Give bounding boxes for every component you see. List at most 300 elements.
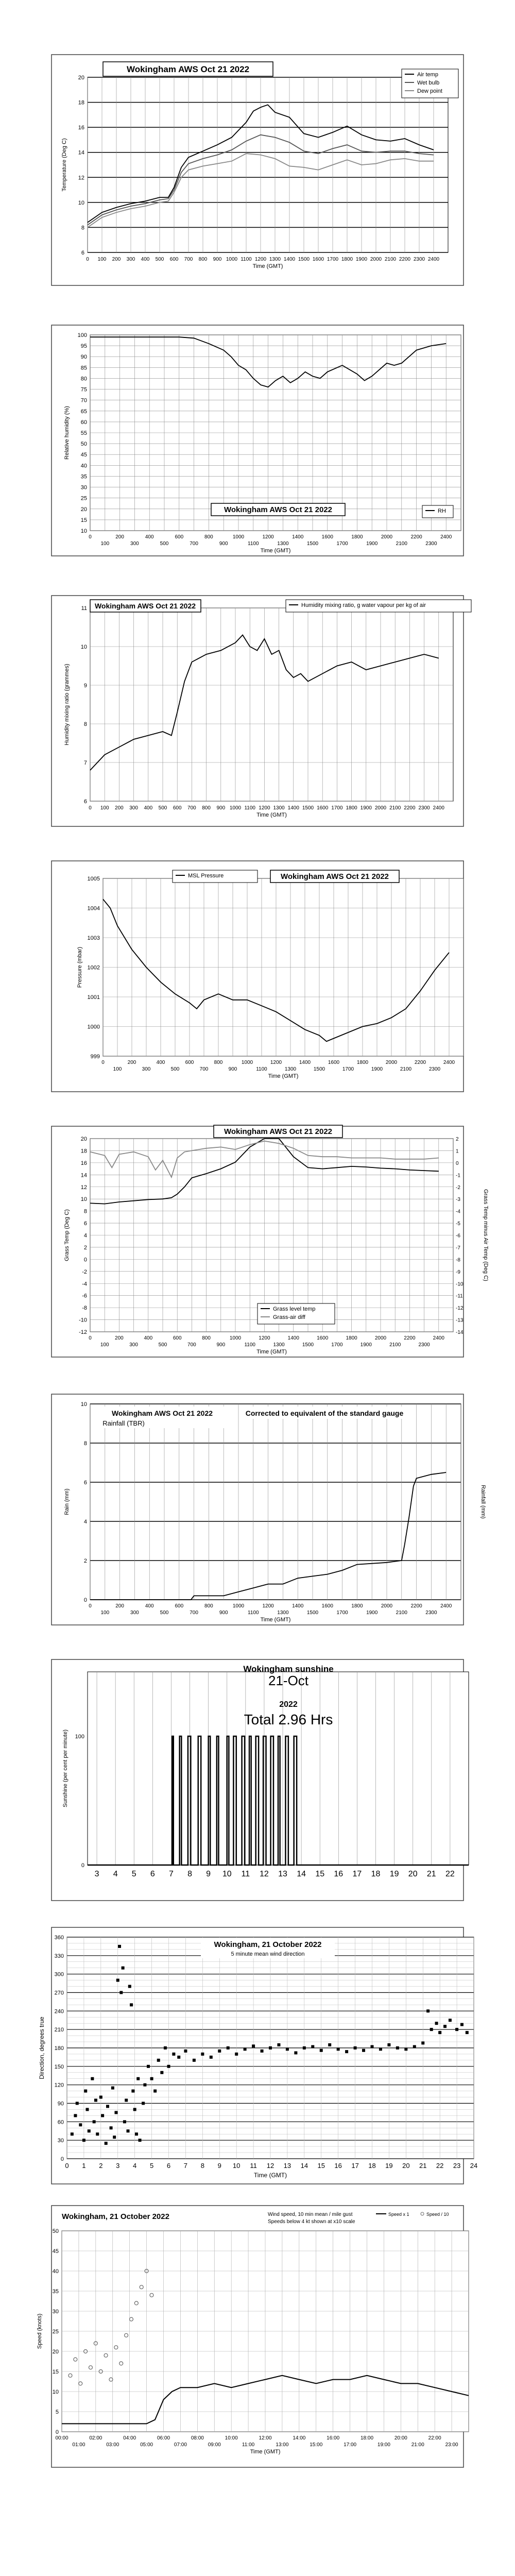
y-tick-label: 20 [80,506,87,513]
data-point [157,2059,160,2062]
x-tick-label: 500 [160,1610,169,1616]
data-point [201,2053,204,2056]
x-tick-label: 7 [183,2162,188,2170]
data-point [177,2056,180,2059]
x-tick-label: 2300 [418,805,430,811]
data-point [130,2003,133,2006]
data-point [210,2056,213,2059]
data-point [311,2045,314,2048]
y-tick-label: 6 [83,1221,87,1227]
x-tick-label: 400 [144,805,153,811]
data-point [101,2114,104,2117]
data-point [371,2045,374,2048]
x-tick-label: 11:00 [242,2442,255,2448]
x-tick-label: 300 [130,541,139,547]
y-tick-label: 45 [80,452,87,459]
x-tick-label: 5 [131,1870,136,1878]
chart-rainfall [0,1391,515,1628]
y-tick-label: 18 [78,99,84,106]
plot-area [88,77,448,252]
data-point [133,2108,136,2111]
legend-label: RH [438,508,446,514]
chart-subtitle-2: Speeds below 4 kt shown at x10 scale [268,2219,355,2225]
x-tick-label: 300 [142,1066,151,1072]
y-tick-label: 90 [57,2100,64,2107]
y-tick-label: 35 [52,2289,59,2295]
legend-label: Grass-air diff [273,1314,305,1320]
chart-sunshine-svg [0,1656,515,1904]
x-tick-label: 9 [206,1870,211,1878]
x-tick-label: 1900 [360,805,372,811]
x-tick-label: 18 [368,2162,376,2170]
x-tick-label: 23 [453,2162,461,2170]
x-tick-label: 2200 [410,1603,422,1609]
x-tick-label: 600 [175,1603,184,1609]
x-tick-label: 20 [402,2162,410,2170]
legend-label: Grass level temp [273,1306,316,1312]
y-tick-label: 210 [54,2027,64,2033]
y-tick-label: 330 [54,1953,64,1959]
x-tick-label: 2400 [433,1335,444,1341]
x-tick-label: 14:00 [293,2435,306,2441]
x-tick-label: 1500 [298,257,310,262]
x-tick-label: 2300 [413,257,425,262]
x-tick-label: 9 [217,2162,221,2170]
x-tick-label: 1800 [341,257,353,262]
x-tick-label: 2000 [374,805,387,811]
data-point [150,2077,153,2080]
y-tick-label: 6 [81,250,84,256]
x-tick-label: 1400 [287,805,299,811]
data-point [354,2046,357,2049]
x-tick-label: 2400 [427,257,440,262]
data-point [379,2047,382,2050]
x-tick-label: 0 [65,2162,69,2170]
x-tick-label: 08:00 [191,2435,204,2441]
y-tick-label: 25 [52,2329,59,2335]
y-axis-label: Rain (mm) [64,1488,70,1515]
x-tick-label: 1900 [360,1342,372,1348]
data-point [110,2126,113,2129]
y-tick-label: 150 [54,2063,64,2070]
x-tick-label: 10 [222,1870,232,1878]
y-tick-label: 45 [52,2248,59,2255]
legend-label: Speed / 10 [426,2212,449,2217]
x-tick-label: 1900 [371,1066,383,1072]
y-tick-label: 60 [80,419,87,426]
x-tick-label: 14 [297,1870,306,1878]
y-tick-label: 40 [52,2268,59,2275]
y-tick-label: 30 [80,484,87,491]
x-tick-label: 1900 [355,257,368,262]
x-tick-label: 1100 [244,1342,255,1348]
data-point [139,2139,142,2142]
x-tick-label: 1400 [283,257,296,262]
data-point [86,2108,89,2111]
data-point [387,2043,390,2046]
y-tick-label: 10 [80,1401,87,1408]
x-tick-label: 2000 [381,1603,393,1609]
x-tick-label: 11 [241,1870,250,1878]
y-tick-label: 180 [54,2045,64,2052]
y-tick-label: 0 [55,2429,59,2435]
data-point [82,2139,85,2142]
x-tick-label: 13 [283,2162,291,2170]
y2-tick-label: -14 [456,1330,464,1335]
chart-wind-direction-svg [0,1924,515,2187]
x-tick-label: 2200 [399,257,411,262]
x-tick-label: 800 [204,534,213,540]
x-tick-label: 2400 [443,1060,455,1065]
x-tick-label: 400 [145,534,154,540]
data-point [128,1985,131,1988]
x-tick-label: 300 [129,805,138,811]
x-tick-label: 400 [156,1060,165,1065]
x-tick-label: 1600 [317,1335,329,1341]
chart-grass-temp [0,1123,515,1360]
data-point [244,2047,247,2050]
y-tick-label: 25 [80,495,87,502]
x-tick-label: 17 [352,1870,362,1878]
x-axis-label: Time (GMT) [256,812,287,818]
y-tick-label: 1003 [87,935,100,941]
data-point [396,2046,399,2049]
y-tick-label: 360 [54,1935,64,1941]
x-tick-label: 17 [351,2162,359,2170]
data-point [286,2047,289,2050]
x-tick-label: 1600 [312,257,324,262]
x-tick-label: 1600 [328,1060,340,1065]
y-tick-label: 20 [80,1136,87,1142]
x-tick-label: 1800 [351,1603,363,1609]
x-tick-label: 700 [199,1066,209,1072]
x-tick-label: 1600 [321,534,333,540]
x-tick-label: 1600 [321,1603,333,1609]
y2-tick-label: 1 [456,1148,459,1155]
x-tick-label: 1200 [259,1335,270,1341]
data-point [294,2052,297,2055]
x-tick-label: 02:00 [89,2435,102,2441]
x-tick-label: 3 [116,2162,120,2170]
x-tick-label: 600 [173,1335,182,1341]
y2-tick-label: -2 [456,1184,460,1191]
y-tick-label: 14 [80,1172,87,1179]
y-axis-label: Direction, degrees true [38,2016,45,2079]
x-tick-label: 2100 [396,1610,407,1616]
y-tick-label: 14 [78,149,84,156]
chart-title: Wokingham AWS Oct 21 2022 [224,505,333,514]
chart-title: Wokingham, 21 October 2022 [214,1940,322,1949]
x-tick-label: 100 [100,541,110,547]
x-tick-label: 0 [89,1335,92,1341]
x-tick-label: 700 [187,805,196,811]
x-tick-label: 2100 [389,1342,401,1348]
x-tick-label: 1800 [356,1060,369,1065]
x-tick-label: 600 [169,257,179,262]
x-tick-label: 2300 [418,1342,430,1348]
data-point [438,2031,441,2034]
legend-label: Speed x 1 [388,2212,409,2217]
x-tick-label: 500 [155,257,164,262]
x-tick-label: 20 [408,1870,418,1878]
x-tick-label: 1100 [244,805,255,811]
y2-tick-label: -12 [456,1306,464,1312]
x-tick-label: 2300 [425,1610,437,1616]
y2-tick-label: -6 [456,1233,460,1239]
data-point [227,2046,230,2049]
chart-subtitle: Wind speed, 10 min mean / mile gust [268,2212,353,2217]
x-axis-label: Time (GMT) [252,263,283,269]
x-tick-label: 700 [190,1610,198,1616]
y-tick-label: 4 [83,1232,87,1239]
x-tick-label: 09:00 [208,2442,221,2448]
data-point [76,2102,79,2105]
x-tick-label: 03:00 [106,2442,119,2448]
y-tick-label: 95 [80,343,87,350]
chart-year: 2022 [279,1700,298,1709]
y-tick-label: 0 [60,2156,64,2162]
y-tick-label: 0 [81,1862,84,1869]
x-tick-label: 1500 [306,1610,319,1616]
x-tick-label: 2 [99,2162,103,2170]
x-tick-label: 2400 [440,1603,452,1609]
y-tick-label: 8 [83,721,87,727]
x-tick-label: 1000 [241,1060,253,1065]
chart-subtitle: 5 minute mean wind direction [231,1951,305,1957]
data-point [303,2046,306,2049]
data-point [413,2045,416,2048]
data-point [147,2065,150,2068]
x-tick-label: 2000 [374,1335,387,1341]
x-tick-label: 3 [94,1870,99,1878]
y-tick-label: 85 [80,365,87,371]
x-tick-label: 1300 [284,1066,297,1072]
x-tick-label: 1700 [336,1610,348,1616]
x-tick-label: 6 [150,1870,155,1878]
x-tick-label: 4 [113,1870,118,1878]
x-tick-label: 01:00 [72,2442,85,2448]
data-point [114,2111,117,2114]
chart-wind-speed-svg [0,2202,515,2470]
y-tick-label: -8 [82,1305,87,1312]
y-tick-label: 35 [80,473,87,480]
x-tick-label: 12 [266,2162,274,2170]
x-tick-label: 1500 [306,541,319,547]
y-tick-label: 1005 [87,876,100,882]
x-tick-label: 1800 [346,1335,357,1341]
x-tick-label: 0 [89,805,92,811]
chart-humidity [0,322,515,559]
x-tick-label: 10 [232,2162,241,2170]
x-tick-label: 18 [371,1870,381,1878]
data-point [88,2129,91,2132]
y-tick-label: 100 [77,332,87,338]
x-tick-label: 900 [213,257,222,262]
x-tick-label: 100 [100,1610,110,1616]
y2-tick-label: -3 [456,1197,460,1203]
data-point [84,2090,87,2093]
x-tick-label: 1000 [229,1335,242,1341]
x-tick-label: 600 [185,1060,194,1065]
x-tick-label: 2400 [433,805,444,811]
data-point [122,1967,125,1970]
x-tick-label: 1700 [327,257,339,262]
x-tick-label: 2000 [385,1060,398,1065]
chart-mixing-ratio-svg [0,592,515,829]
x-tick-label: 16 [334,2162,342,2170]
data-point [164,2046,167,2049]
x-tick-label: 20:00 [394,2435,407,2441]
y-tick-label: 1001 [87,994,100,1001]
x-tick-label: 1400 [292,534,304,540]
y2-tick-label: -8 [456,1257,460,1263]
x-tick-label: 800 [214,1060,223,1065]
chart-sunshine [0,1656,515,1904]
x-tick-label: 15 [315,1870,325,1878]
x-axis-label: Time (GMT) [250,2449,281,2455]
x-tick-label: 13:00 [276,2442,289,2448]
x-tick-label: 500 [170,1066,180,1072]
x-tick-label: 800 [202,1335,211,1341]
x-tick-label: 200 [115,1335,124,1341]
data-point [404,2047,407,2050]
y-tick-label: 75 [80,386,87,393]
data-point [426,2009,430,2012]
data-point [105,2142,108,2145]
data-point [320,2049,323,2052]
y-tick-label: 16 [80,1160,87,1166]
x-tick-label: 2200 [410,534,422,540]
x-tick-label: 00:00 [55,2435,68,2441]
x-tick-label: 1500 [302,805,314,811]
y-axis-label: Grass Temp (Deg C) [64,1209,70,1261]
y-tick-label: 40 [80,463,87,469]
y-tick-label: 120 [54,2082,64,2089]
x-tick-label: 400 [144,1335,153,1341]
x-tick-label: 1300 [273,805,285,811]
x-tick-label: 200 [115,1603,124,1609]
data-point [421,2041,424,2044]
y-tick-label: 0 [83,1597,87,1603]
y-tick-label: 50 [80,441,87,448]
chart-annotation: Corrected to equivalent of the standard gauge [245,1409,404,1417]
y-tick-label: 11 [81,605,87,612]
x-tick-label: 1200 [254,257,267,262]
x-tick-label: 2300 [425,541,437,547]
y2-tick-label: -4 [456,1209,460,1215]
x-tick-label: 15 [317,2162,325,2170]
x-tick-label: 14 [300,2162,308,2170]
x-tick-label: 200 [115,805,124,811]
chart-title: Wokingham, 21 October 2022 [62,2212,169,2221]
x-tick-label: 900 [219,541,228,547]
x-tick-label: 600 [175,534,184,540]
y-tick-label: 7 [83,760,87,766]
x-tick-label: 1000 [229,805,242,811]
y-tick-label: 9 [83,683,87,689]
data-point [143,2083,146,2087]
y-axis-label: Humidity mixing ratio (grammes) [64,664,70,745]
x-tick-label: 1700 [331,1342,343,1348]
x-tick-label: 18:00 [360,2435,374,2441]
data-point [93,2120,96,2123]
x-tick-label: 0 [89,534,92,540]
chart-title: Wokingham AWS Oct 21 2022 [111,1409,213,1417]
x-tick-label: 21:00 [411,2442,424,2448]
data-point [345,2050,348,2053]
data-point [119,1991,123,1994]
x-tick-label: 1300 [277,1610,289,1616]
x-tick-label: 1200 [270,1060,282,1065]
x-tick-label: 700 [184,257,193,262]
y-tick-label: 65 [80,408,87,415]
y-tick-label: 240 [54,2008,64,2015]
data-point [123,2120,126,2123]
data-point [269,2046,272,2049]
y2-tick-label: 2 [456,1137,459,1142]
data-point [113,2136,116,2139]
legend-label: Air temp [417,72,438,78]
x-tick-label: 1300 [277,541,289,547]
x-tick-label: 100 [100,1342,109,1348]
legend-label: Humidity mixing ratio, g water vapour per kg of air [301,602,426,608]
y-axis-label: Pressure (mbar) [77,946,83,988]
chart-annotation: Total 2.96 Hrs [244,1711,333,1727]
x-tick-label: 4 [133,2162,137,2170]
x-tick-label: 2100 [400,1066,412,1072]
x-tick-label: 800 [204,1603,213,1609]
x-tick-label: 6 [166,2162,171,2170]
y-tick-label: 18 [80,1148,87,1155]
y-tick-label: 16 [78,125,84,131]
x-tick-label: 1700 [342,1066,354,1072]
data-point [118,1945,121,1948]
data-point [172,2053,175,2056]
data-point [466,2031,469,2034]
x-tick-label: 500 [158,805,167,811]
data-point [337,2047,340,2050]
y-tick-label: 1000 [87,1024,100,1030]
y-tick-label: 2 [83,1558,87,1564]
x-tick-label: 1600 [317,805,329,811]
data-point [91,2077,94,2080]
y-tick-label: 20 [52,2349,59,2355]
y-tick-label: 4 [83,1519,87,1525]
data-point [135,2132,138,2136]
x-tick-label: 1100 [241,257,252,262]
y-tick-label: 55 [80,430,87,436]
x-tick-label: 0 [86,257,89,262]
chart-pressure [0,858,515,1095]
y-tick-label: 999 [90,1054,100,1060]
y2-axis-label: Grass Temp minus Air Temp (Deg C) [483,1189,489,1281]
y-tick-label: 1004 [87,905,100,912]
y-tick-label: 80 [80,376,87,382]
x-tick-label: 21 [419,2162,427,2170]
chart-wind-speed [0,2202,515,2470]
x-tick-label: 1100 [248,1610,259,1616]
data-point [160,2071,163,2074]
x-tick-label: 1200 [259,805,270,811]
y-tick-label: 10 [80,528,87,534]
data-point [455,2028,458,2031]
x-tick-label: 2100 [384,257,397,262]
chart-title: Wokingham sunshine [243,1664,334,1674]
x-tick-label: 5 [149,2162,154,2170]
x-tick-label: 900 [216,805,226,811]
x-tick-label: 1800 [346,805,357,811]
chart-subtitle: Rainfall (TBR) [102,1419,145,1427]
